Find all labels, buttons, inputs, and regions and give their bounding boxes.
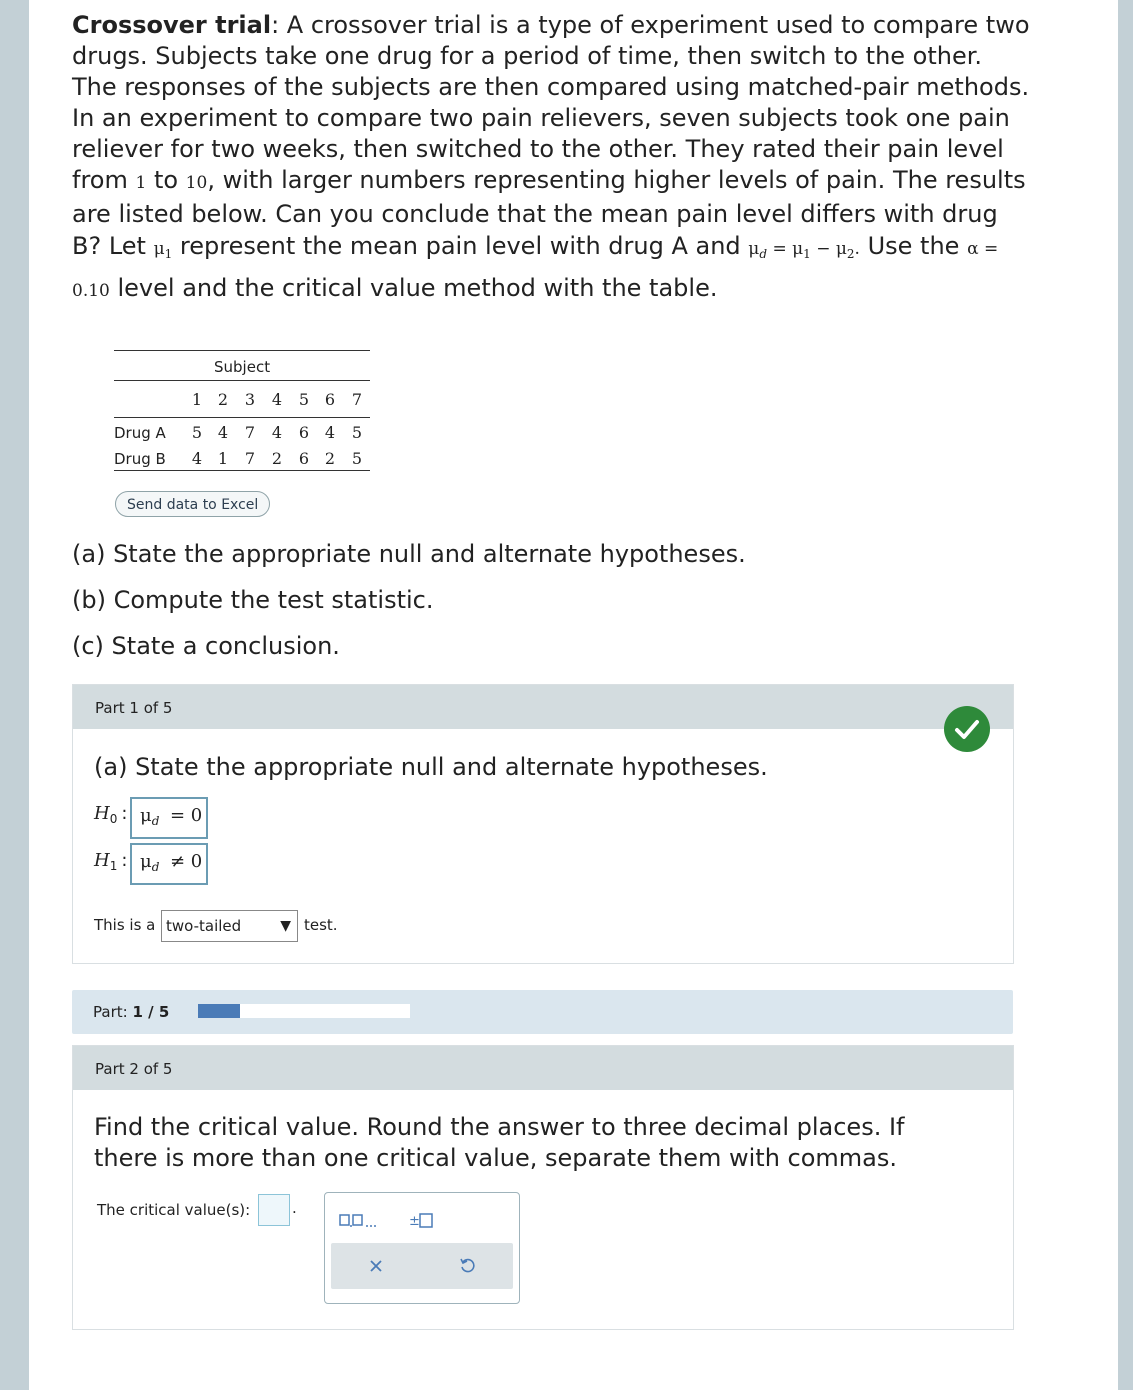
svg-text:±: ± [409, 1214, 420, 1229]
part-1-question: (a) State the appropriate null and alternate hypotheses. [94, 753, 768, 781]
row-label-drug-a: Drug A [114, 424, 166, 442]
check-icon [944, 706, 990, 752]
subject-number: 2 [217, 390, 229, 409]
table-cell: 5 [351, 449, 363, 468]
math-keypad [324, 1192, 520, 1304]
question-b: (b) Compute the test statistic. [72, 586, 434, 614]
test-type-suffix: test. [304, 916, 338, 934]
table-cell: 2 [271, 449, 283, 468]
table-cell: 4 [217, 423, 229, 442]
question-a: (a) State the appropriate null and alternate hypotheses. [72, 540, 746, 568]
table-cell: 4 [324, 423, 336, 442]
alpha-value: α = 0.10 [72, 239, 999, 301]
part-1-header: Part 1 of 5 [73, 685, 1013, 729]
term: Crossover trial [72, 11, 272, 39]
subject-number: 5 [298, 390, 310, 409]
progress-label: Part: 1 / 5 [93, 1003, 170, 1021]
send-to-excel-button[interactable]: Send data to Excel [115, 491, 270, 517]
table-cell: 5 [191, 423, 203, 442]
test-type-prefix: This is a [94, 916, 156, 934]
part-progress [72, 990, 1013, 1034]
h0-label: $H_0$ : [94, 803, 128, 826]
part-2-panel: Part 2 of 5 Find the critical value. Round the answer to three decimal places. If there is more than one critical value, separate them with commas. The critical value(s): . [72, 1045, 1014, 1330]
subject-number: 1 [191, 390, 203, 409]
part-2-question: Find the critical value. Round the answer to three decimal places. If there is more than one critical value, separate them with commas. [94, 1113, 905, 1172]
test-type-select[interactable]: two-tailed ▼ [161, 910, 298, 942]
question-c: (c) State a conclusion. [72, 632, 340, 660]
problem-statement: Crossover trial: A crossover trial is a type of experiment used to compare two drugs. Subjects take one drug for a period of time, then switch to the other. The responses of the subjects are then compared using matched-pair methods. In an experiment to compare two pain relievers, seven subjects took one pain reliever for two weeks, then switched to the other. They rated their pain level from 1 to 10, with larger numbers representing higher levels of pain. The results are listed below. Can you conclude that the mean pain level differs with drug B? Let $\mu_1$ represent the mean pain level with drug A and $\mu_d = \mu_1 - \mu_2$. Use the α = 0.10 level and the critical value method with the table. [72, 11, 1030, 302]
part-2-header: Part 2 of 5 [73, 1046, 1013, 1090]
row-label-drug-b: Drug B [114, 450, 166, 468]
page [29, 0, 1118, 1390]
undo-icon[interactable] [459, 1257, 475, 1277]
answer-label: The critical value(s): [97, 1201, 251, 1219]
h1-input[interactable]: $\mu_d$ ≠ 0 [130, 843, 208, 885]
mud-formula: $\mu_d = \mu_1 - \mu_2$. [748, 239, 860, 261]
table-cell: 7 [244, 449, 256, 468]
h1-label: $H_1$ : [94, 850, 128, 873]
list-template-button[interactable] [339, 1211, 381, 1233]
subject-number: 4 [271, 390, 283, 409]
table-cell: 6 [298, 449, 310, 468]
part-1-panel [72, 684, 1014, 964]
table-cell: 4 [191, 449, 203, 468]
keypad-actions [331, 1243, 513, 1289]
critical-value-input[interactable] [258, 1194, 290, 1226]
subject-number: 6 [324, 390, 336, 409]
mu1-symbol: $\mu_1$ [153, 239, 173, 261]
table-cell: 4 [271, 423, 283, 442]
table-cell: 5 [351, 423, 363, 442]
table-cell: 1 [217, 449, 229, 468]
table-cell: 2 [324, 449, 336, 468]
h0-input[interactable]: $\mu_d$ = 0 [130, 797, 208, 839]
table-header-subject: Subject [214, 358, 271, 376]
dropdown-arrow-icon: ▼ [280, 918, 291, 934]
subject-number: 7 [351, 390, 363, 409]
plus-minus-button[interactable] [409, 1211, 437, 1233]
close-icon[interactable] [369, 1258, 383, 1277]
table-cell: 6 [298, 423, 310, 442]
progress-bar-fill [198, 1004, 240, 1018]
subject-number: 3 [244, 390, 256, 409]
table-cell: 7 [244, 423, 256, 442]
